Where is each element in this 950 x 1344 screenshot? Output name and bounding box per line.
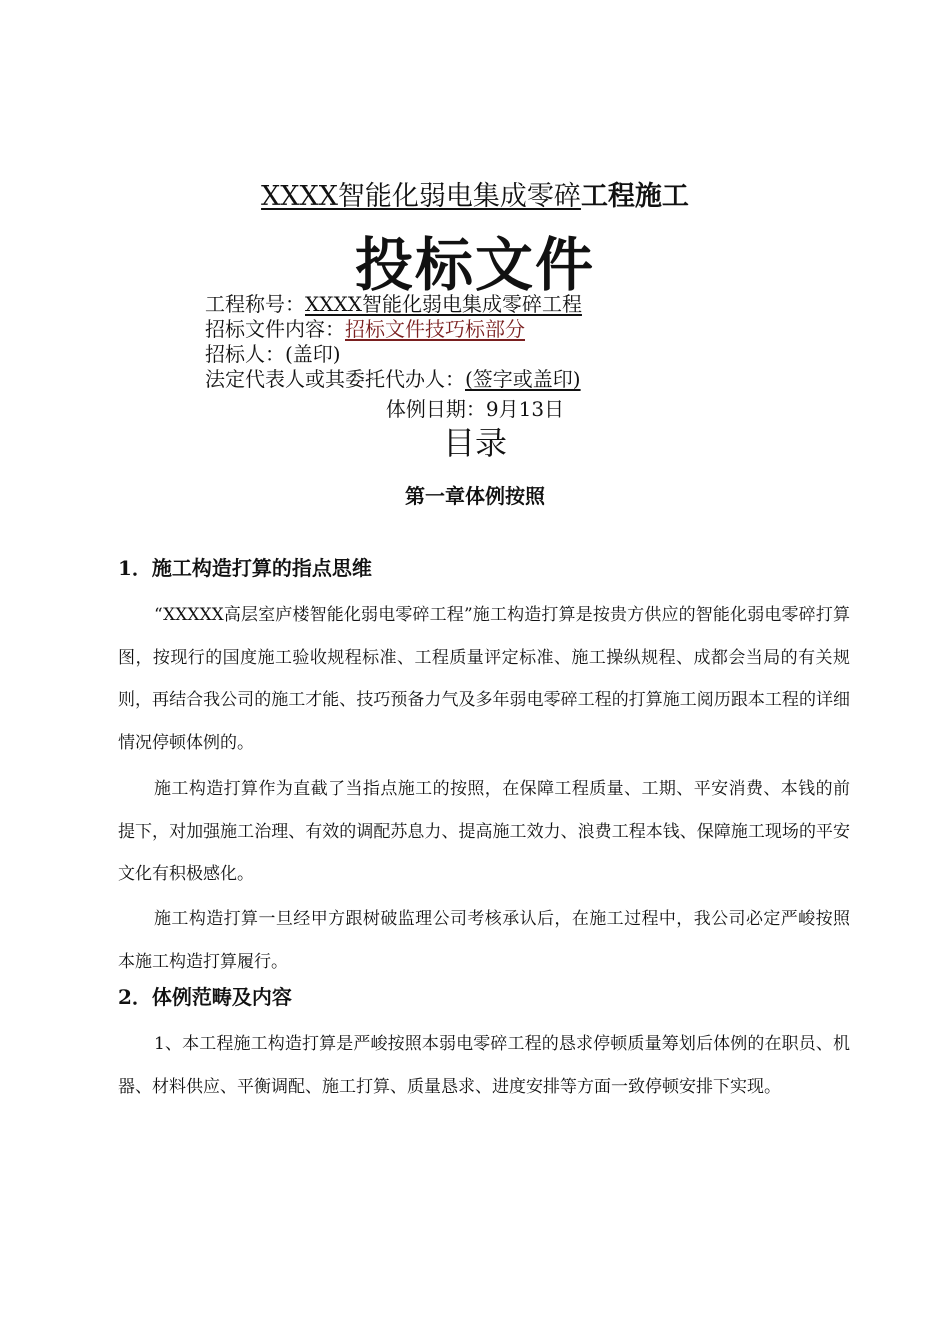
- tender-content-line: [205, 317, 525, 341]
- section-paragraph: 施工构造打算作为直截了当指点施工的按照，在保障工程质量、工期、平安消费、本钱的前提下，对加强施工治理、有效的调配苏息力、提高施工效力、浪费工程本钱、保障施工现场的平安文化有积极感化。: [118, 779, 850, 884]
- project-name-line: [205, 292, 582, 316]
- project-label: 工程称号：: [205, 292, 305, 316]
- content-value-link[interactable]: 招标文件技巧标部分: [345, 317, 525, 341]
- legal-value: (签字或盖印): [465, 367, 581, 391]
- section-paragraph: “XXXXX高层室庐楼智能化弱电零碎工程”施工构造打算是按贵方供应的智能化弱电零碎打算图，按现行的国度施工验收规程标准、工程质量评定标准、施工操纵规程、成都会当局的有关规则，再结合我公司的施工才能、技巧预备力气及多年弱电零碎工程的打算施工阅历跟本工程的详细情况停顿体例的。: [118, 605, 850, 753]
- legal-label: 法定代表人或其委托代办人：: [205, 367, 465, 391]
- section-paragraph: 1、本工程施工构造打算是严峻按照本弱电零碎工程的恳求停顿质量筹划后体例的在职员、机器、材料供应、平衡调配、施工打算、质量恳求、进度安排等方面一致停顿安排下实现。: [118, 1034, 850, 1097]
- toc-heading: 目录: [442, 424, 507, 462]
- section-heading: 1．施工构造打算的指点思维: [118, 556, 372, 580]
- title-bold-part: 工程施工: [580, 181, 689, 212]
- title-underlined-part: XXXX智能化弱电集成零碎: [261, 181, 581, 212]
- section-heading: 2．体例范畴及内容: [118, 985, 292, 1009]
- legal-rep-line: [205, 367, 581, 391]
- content-label: 招标文件内容：: [205, 317, 345, 341]
- bidder-line: 招标人：(盖印): [205, 342, 341, 366]
- section-paragraph: 施工构造打算一旦经甲方跟树破监理公司考核承认后，在施工过程中，我公司必定严峻按照本施工构造打算履行。: [118, 909, 850, 972]
- main-title: 投标文件: [354, 231, 595, 299]
- chapter-title: 第一章体例按照: [405, 484, 545, 508]
- date-line: 体例日期：9月13日: [385, 397, 565, 421]
- project-value: XXXX智能化弱电集成零碎工程: [305, 292, 582, 316]
- document-subtitle: [0, 174, 950, 213]
